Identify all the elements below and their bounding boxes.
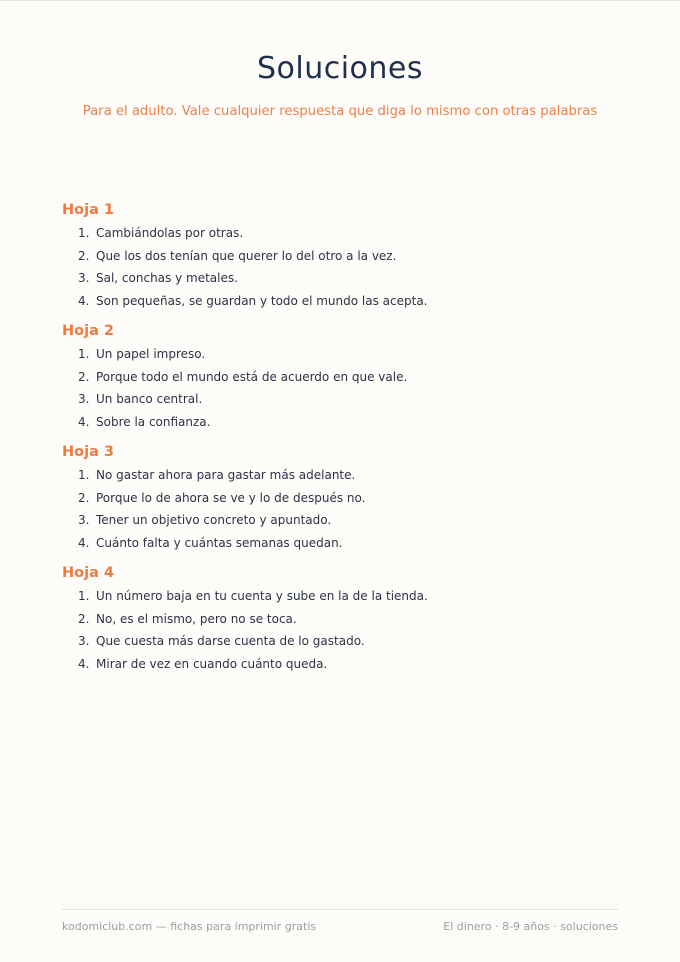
section-hoja-1 xyxy=(62,201,622,312)
answer-text: Que los dos tenían que querer lo del otro a la vez. xyxy=(96,248,397,263)
page-subtitle: Para el adulto. Vale cualquier respuesta que diga lo mismo con otras palabras xyxy=(82,104,598,119)
answer-number: 2. xyxy=(78,611,90,626)
answer-number: 2. xyxy=(78,248,90,263)
answer-item xyxy=(78,267,622,290)
answer-text: Porque todo el mundo está de acuerdo en que vale. xyxy=(96,369,408,384)
answer-text: Son pequeñas, se guardan y todo el mundo las acepta. xyxy=(96,293,428,308)
answer-text: Que cuesta más darse cuenta de lo gastado. xyxy=(96,634,365,648)
answer-list xyxy=(62,222,622,312)
answer-number: 4. xyxy=(78,414,90,429)
answer-item xyxy=(78,464,622,487)
answer-text: No gastar ahora para gastar más adelante. xyxy=(96,468,356,482)
page-title: Soluciones xyxy=(256,51,424,86)
answer-number: 1. xyxy=(78,589,90,603)
section-hoja-2 xyxy=(62,322,622,433)
answer-text: Un banco central. xyxy=(96,392,203,406)
answer-text: Mirar de vez en cuando cuánto queda. xyxy=(96,656,328,671)
answer-number: 4. xyxy=(78,656,90,671)
answer-number: 3. xyxy=(78,392,90,406)
answer-text: Un número baja en tu cuenta y sube en la de la tienda. xyxy=(96,589,428,603)
section-title: Hoja 1 xyxy=(62,202,114,218)
answer-number: 2. xyxy=(78,490,90,505)
answer-text: Tener un objetivo concreto y apuntado. xyxy=(96,513,332,527)
answer-number: 3. xyxy=(78,271,90,285)
section-title: Hoja 3 xyxy=(62,444,114,460)
answer-number: 1. xyxy=(78,347,90,361)
answer-number: 3. xyxy=(78,513,90,527)
footer-worksheet-info: El dinero · 8-9 años · soluciones xyxy=(443,920,618,933)
answer-item xyxy=(78,532,622,555)
answer-number: 3. xyxy=(78,634,90,648)
footer-divider xyxy=(62,909,618,910)
answer-item xyxy=(78,411,622,434)
answer-item xyxy=(78,388,622,411)
section-title: Hoja 4 xyxy=(62,565,114,581)
section-hoja-3 xyxy=(62,443,622,554)
answer-number: 1. xyxy=(78,226,90,240)
footer-site-text: kodomiclub.com — fichas para imprimir gratis xyxy=(62,920,317,933)
answer-item xyxy=(78,343,622,366)
answer-list xyxy=(62,343,622,433)
section-hoja-4 xyxy=(62,564,622,675)
answer-text: Cuánto falta y cuántas semanas quedan. xyxy=(96,535,343,550)
answer-list xyxy=(62,464,622,554)
answer-item xyxy=(78,509,622,532)
answer-item xyxy=(78,487,622,510)
answer-number: 4. xyxy=(78,535,90,550)
answer-item xyxy=(78,653,622,676)
answer-item xyxy=(78,366,622,389)
answer-number: 4. xyxy=(78,293,90,308)
answer-item xyxy=(78,630,622,653)
answer-list xyxy=(62,585,622,675)
answer-number: 1. xyxy=(78,468,90,482)
answer-text: Sal, conchas y metales. xyxy=(96,271,238,285)
answer-text: Un papel impreso. xyxy=(96,347,206,361)
answer-text: No, es el mismo, pero no se toca. xyxy=(96,611,297,626)
answer-item xyxy=(78,585,622,608)
answer-text: Sobre la confianza. xyxy=(96,414,211,429)
answer-item xyxy=(78,245,622,268)
answer-item xyxy=(78,290,622,313)
answer-text: Cambiándolas por otras. xyxy=(96,226,244,240)
answer-number: 2. xyxy=(78,369,90,384)
answer-text: Porque lo de ahora se ve y lo de después no. xyxy=(96,490,366,505)
section-title: Hoja 2 xyxy=(62,323,114,339)
answer-item xyxy=(78,222,622,245)
solutions-list xyxy=(62,201,622,685)
answer-item xyxy=(78,608,622,631)
